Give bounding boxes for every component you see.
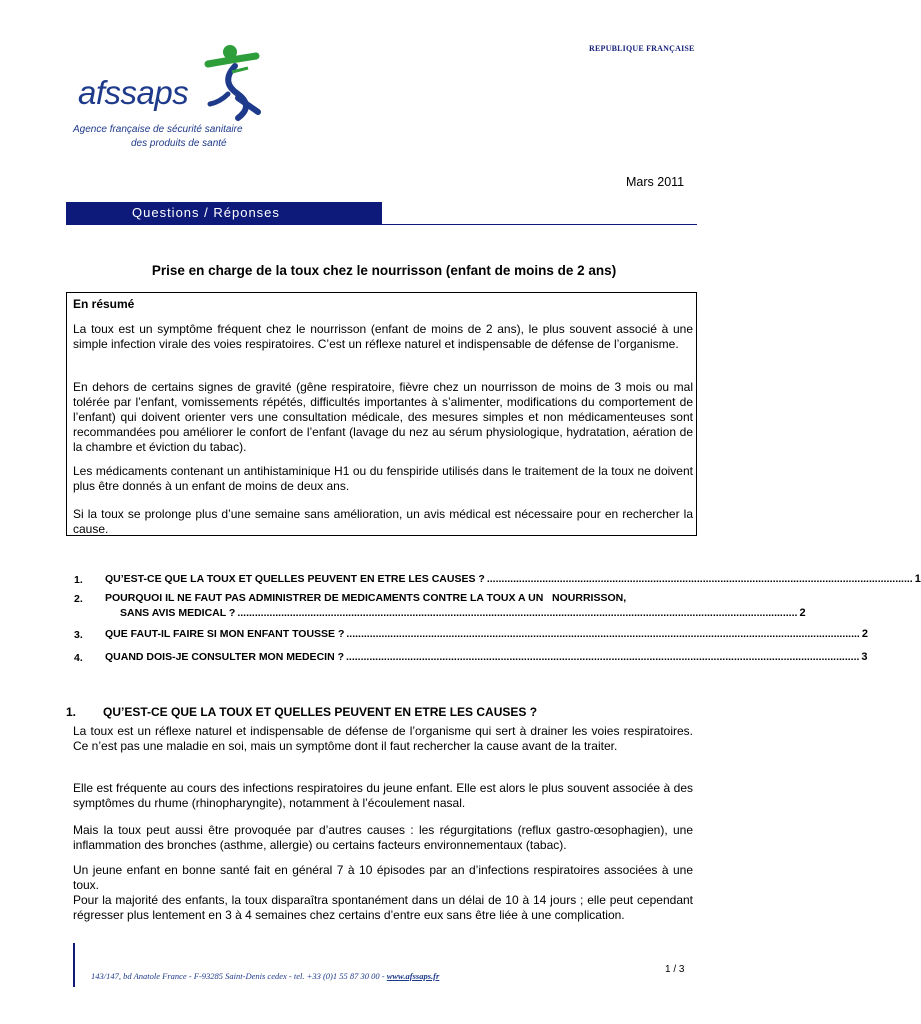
- republique-francaise-label: REPUBLIQUE FRANÇAISE: [589, 44, 695, 53]
- section-paragraph: Elle est fréquente au cours des infections respiratoires du jeune enfant. Elle est alors le plus souvent associée à des symptômes du rhume (rhinopharyngite), notamment à l’écoulement nasal.: [73, 781, 693, 810]
- toc-leader-dots: ................................................................................................................................................................................: [346, 628, 860, 640]
- footer-address: [91, 971, 439, 981]
- logo-subtitle-line1: Agence française de sécurité sanitaire: [73, 124, 243, 135]
- summary-heading: En résumé: [73, 297, 135, 311]
- toc-entry-2[interactable]: POURQUOI IL NE FAUT PAS ADMINISTRER DE MEDICAMENTS CONTRE LA TOUX A UN NOURRISSON,: [105, 592, 627, 604]
- toc-entry-3[interactable]: [105, 628, 868, 640]
- toc-page-number: 2: [861, 628, 868, 640]
- questions-banner-label: Questions / Réponses: [132, 205, 280, 220]
- toc-number: 3.: [74, 629, 83, 641]
- page-number: 1 / 3: [665, 964, 685, 975]
- summary-paragraph: La toux est un symptôme fréquent chez le nourrisson (enfant de moins de 2 ans), le plus souvent associé à une simple infection virale des voies respiratoires. C’est un réflexe naturel et indispensable de défense de l’organisme.: [73, 322, 693, 351]
- toc-leader-dots: ..................................................................................................................................................: [486, 573, 913, 585]
- toc-entry-text: SANS AVIS MEDICAL ?: [120, 607, 236, 619]
- section-title: QU’EST-CE QUE LA TOUX ET QUELLES PEUVENT EN ETRE LES CAUSES ?: [103, 705, 538, 719]
- section-paragraph: La toux est un réflexe naturel et indispensable de défense de l’organisme qui sert à drainer les voies respiratoires. Ce n’est pas une maladie en soi, mais un symptôme dont il faut rechercher la cause avant de la traiter.: [73, 724, 693, 753]
- footer-rule: [73, 943, 75, 987]
- toc-entry-2-continued[interactable]: [120, 607, 806, 619]
- toc-leader-dots: ................................................................................................................................................................................: [345, 651, 860, 663]
- logo-subtitle-line2: des produits de santé: [131, 138, 227, 149]
- toc-number: 1.: [74, 574, 83, 586]
- document-title: Prise en charge de la toux chez le nourrisson (enfant de moins de 2 ans): [151, 263, 617, 278]
- summary-paragraph: En dehors de certains signes de gravité (gêne respiratoire, fièvre chez un nourrisson de moins de 3 mois ou mal tolérée par l’enfant, vomissements répétés, difficultés importantes à s’alimenter, modifications du comportement de l’enfant) qui doivent orienter vers une consultation médicale, des mesures simples et non médicamenteuses sont recommandées pou améliorer le confort de l’enfant (lavage du nez au sérum physiologique, hydratation, aération de la chambre et éviction du tabac).: [73, 380, 693, 454]
- toc-page-number: 2: [799, 607, 806, 619]
- toc-page-number: 3: [861, 651, 868, 663]
- footer-website-link[interactable]: www.afssaps.fr: [386, 971, 440, 981]
- toc-page-number: 1: [914, 573, 921, 585]
- toc-entry-text: QUAND DOIS-JE CONSULTER MON MEDECIN ?: [105, 651, 344, 663]
- toc-leader-dots: ................................................................................................................................................................................................: [237, 607, 798, 619]
- document-date: Mars 2011: [626, 175, 685, 189]
- toc-entry-1[interactable]: [105, 573, 921, 585]
- section-number: 1.: [66, 705, 77, 719]
- summary-paragraph: Si la toux se prolonge plus d’une semaine sans amélioration, un avis médical est nécessaire pour en rechercher la cause.: [73, 507, 693, 536]
- section-paragraph: Mais la toux peut aussi être provoquée par d’autres causes : les régurgitations (reflux gastro-œsophagien), une inflammation des bronches (asthme, allergie) ou certains facteurs environnementaux (tabac).: [73, 823, 693, 852]
- section-paragraph: Pour la majorité des enfants, la toux disparaîtra spontanément dans un délai de 10 à 14 jours ; elle peut cependant régresser plus lentement en 3 à 4 semaines chez certains d’entre eux sans être liée à une complication.: [73, 893, 693, 922]
- banner-rule: [66, 224, 697, 225]
- toc-entry-4[interactable]: [105, 651, 868, 663]
- toc-number: 2.: [74, 593, 83, 605]
- logo-wordmark: afssaps: [78, 74, 189, 111]
- summary-paragraph: Les médicaments contenant un antihistaminique H1 ou du fenspiride utilisés dans le traitement de la toux ne doivent plus être donnés à un enfant de moins de deux ans.: [73, 464, 693, 493]
- footer-address-text: 143/147, bd Anatole France - F-93285 Saint-Denis cedex - tel. +33 (0)1 55 87 30 00 -: [91, 971, 387, 981]
- toc-number: 4.: [74, 652, 83, 664]
- toc-entry-text: QUE FAUT-IL FAIRE SI MON ENFANT TOUSSE ?: [105, 628, 345, 640]
- section-paragraph: Un jeune enfant en bonne santé fait en général 7 à 10 épisodes par an d’infections respiratoires associées à une toux.: [73, 863, 693, 892]
- toc-entry-text: QU’EST-CE QUE LA TOUX ET QUELLES PEUVENT EN ETRE LES CAUSES ?: [105, 573, 485, 585]
